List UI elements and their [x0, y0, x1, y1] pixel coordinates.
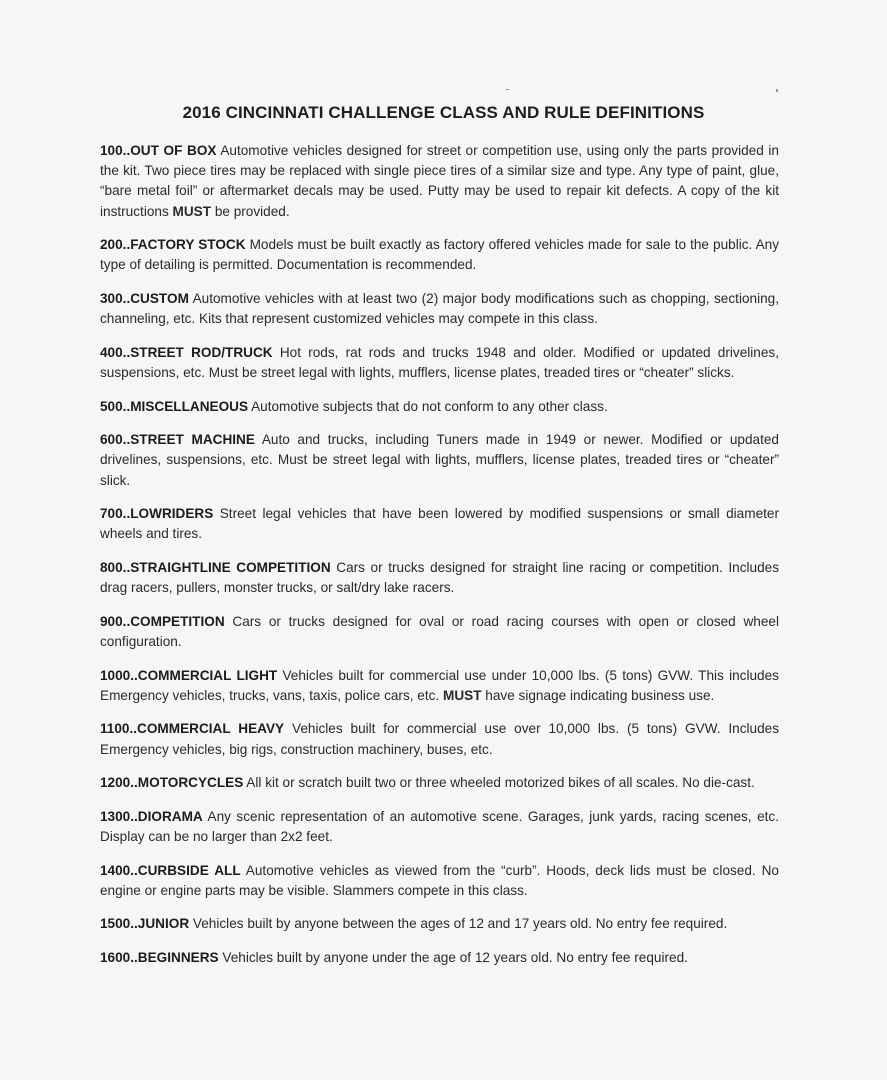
rule-code: 1300..DIORAMA [100, 808, 203, 824]
document-title: 2016 CINCINNATI CHALLENGE CLASS AND RULE DEFINITIONS [182, 103, 705, 122]
rule-item [100, 719, 779, 759]
rule-item [100, 948, 779, 968]
rule-text: All kit or scratch built two or three wheeled motorized bikes of all scales. No die-cast. [243, 775, 755, 791]
rule-emphasis: MUST [172, 203, 212, 219]
rule-code: 1000..COMMERCIAL LIGHT [100, 667, 278, 683]
rule-item [100, 612, 779, 652]
rule-item [100, 861, 779, 901]
rule-text: Any scenic representation of an automotive scene. Garages, junk yards, racing scenes, etc. Display can be no larger than 2x2 feet. [100, 808, 779, 844]
rule-item [100, 666, 779, 706]
rule-code: 900..COMPETITION [100, 613, 225, 629]
rule-text: Hot rods, rat rods and trucks 1948 and older. Modified or updated drivelines, suspensions, etc. Must be street legal with lights, mufflers, license plates, treaded tires or “cheater” slicks. [100, 344, 779, 380]
rules-list [100, 141, 779, 982]
rule-code: 700..LOWRIDERS [100, 506, 214, 522]
rule-text: Vehicles built for commercial use under 10,000 lbs. (5 tons) GVW. This includes Emergency vehicles, trucks, vans, taxis, police cars, etc. [100, 667, 779, 703]
rule-code: 200..FACTORY STOCK [100, 237, 246, 253]
rule-code: 1200..MOTORCYCLES [100, 775, 244, 791]
rule-text: Vehicles built for commercial use over 10,000 lbs. (5 tons) GVW. Includes Emergency vehicles, big rigs, construction machinery, buses, etc. [100, 721, 779, 757]
scan-speck [506, 89, 509, 90]
rule-emphasis: MUST [443, 687, 482, 703]
rule-code: 1100..COMMERCIAL HEAVY [100, 721, 285, 737]
rule-item [100, 141, 779, 222]
rule-item [100, 807, 779, 847]
rule-text: Auto and trucks, including Tuners made in 1949 or newer. Modified or updated drivelines, suspensions, etc. Must be street legal with lights, mufflers, license plates, treaded tires or “cheater” slick. [100, 432, 779, 488]
rule-item [100, 430, 779, 491]
rule-code: 400..STREET ROD/TRUCK [100, 344, 273, 360]
rule-text: Automotive vehicles as viewed from the “curb”. Hoods, deck lids must be closed. No engine or engine parts may be visible. Slammers compete in this class. [100, 862, 779, 898]
rule-code: 300..CUSTOM [100, 291, 189, 306]
rule-code: 1600..BEGINNERS [100, 949, 219, 965]
rule-text: Automotive vehicles designed for street or competition use, using only the parts provided in the kit. Two piece tires may be replaced with single piece tires of a similar size and type. Any type of paint, glue, “bare metal foil” or aftermarket decals may be used. Putty may be used to repair kit defects. A copy of the kit instructions [100, 143, 779, 219]
rule-text: Cars or trucks designed for oval or road racing courses with open or closed wheel configuration. [100, 613, 779, 649]
rule-text: Automotive vehicles with at least two (2) major body modifications such as chopping, sectioning, channeling, etc. Kits that represent customized vehicles may compete in this class. [100, 291, 779, 327]
rule-text: Vehicles built by anyone under the age of 12 years old. No entry fee required. [218, 949, 688, 965]
rule-text: Street legal vehicles that have been lowered by modified suspensions or small diameter wheels and tires. [100, 506, 779, 542]
rule-code: 1400..CURBSIDE ALL [100, 862, 241, 878]
rule-text: Vehicles built by anyone between the ages of 12 and 17 years old. No entry fee required. [189, 916, 728, 932]
rule-item [100, 504, 779, 544]
rule-code: 1500..JUNIOR [100, 916, 190, 932]
rule-code: 800..STRAIGHTLINE COMPETITION [100, 559, 331, 575]
rule-item [100, 914, 779, 934]
rule-text: Models must be built exactly as factory offered vehicles made for sale to the public. Any type of detailing is permitted. Documentation is recommended. [100, 237, 780, 273]
rule-code: 500..MISCELLANEOUS [100, 398, 249, 414]
rule-item [100, 235, 779, 275]
rule-text: have signage indicating business use. [481, 687, 715, 703]
rule-item [100, 289, 779, 329]
rule-text: Cars or trucks designed for straight line racing or competition. Includes drag racers, pullers, monster trucks, or salt/dry lake racers. [100, 559, 779, 596]
rule-item [100, 558, 779, 598]
rule-item [100, 773, 779, 793]
rule-code: 600..STREET MACHINE [100, 432, 255, 448]
rule-text: be provided. [211, 203, 290, 219]
scan-speck [776, 89, 778, 92]
rule-code: 100..OUT OF BOX [100, 143, 217, 158]
rule-text: Automotive subjects that do not conform to any other class. [248, 398, 608, 414]
rule-item [100, 397, 779, 417]
rule-item [100, 343, 779, 383]
